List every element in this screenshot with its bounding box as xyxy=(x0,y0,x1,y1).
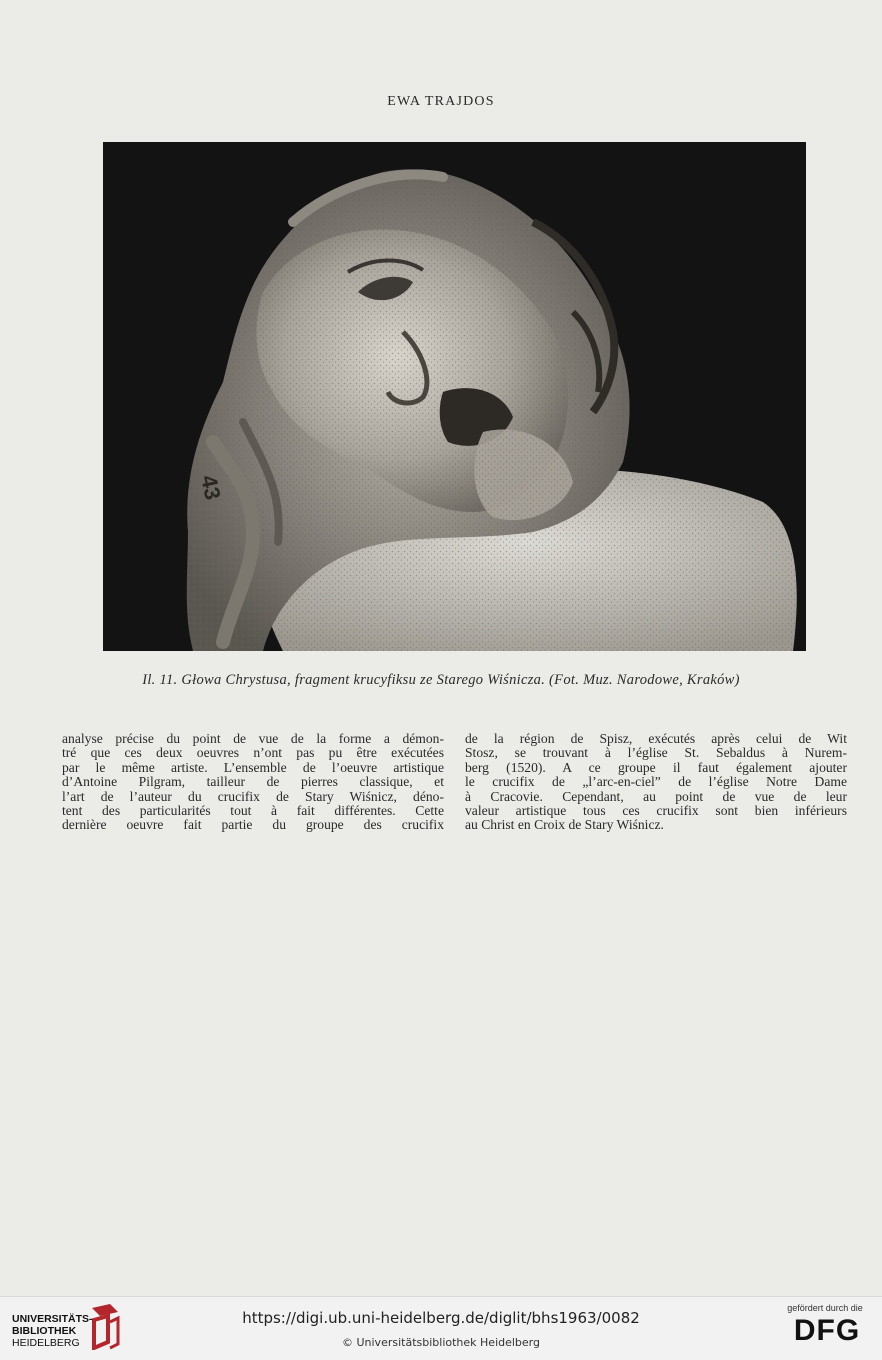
text-line: tré que ces deux oeuvres n’ont pas pu être exécutées xyxy=(62,745,444,761)
text-line: analyse précise du point de vue de la forme a démon- xyxy=(62,731,444,746)
library-name-line3: HEIDELBERG xyxy=(12,1337,80,1349)
text-line: de la région de Spisz, exécutés après celui de Wit xyxy=(465,731,847,746)
viewer-footer xyxy=(0,1296,882,1360)
text-line: Stosz, se trouvant à l’église St. Sebaldus à Nurem- xyxy=(465,745,847,761)
text-line: à Cracovie. Cependant, au point de vue de leur xyxy=(465,788,847,804)
text-column-right xyxy=(465,732,847,833)
text-line: d’Antoine Pilgram, tailleur de pierres classique, et xyxy=(62,774,444,790)
text-line: berg (1520). A ce groupe il faut également ajouter xyxy=(465,759,847,775)
library-name-line2: BIBLIOTHEK xyxy=(12,1325,77,1337)
text-line: valeur artistique tous ces crucifix sont bien inférieurs xyxy=(465,803,847,819)
text-line: au Christ en Croix de Stary Wiśnicz. xyxy=(465,817,664,833)
permalink-url[interactable]: https://digi.ub.uni-heidelberg.de/diglit/bhs1963/0082 xyxy=(242,1309,640,1327)
inventory-number: 43 xyxy=(196,472,226,502)
funding-label: gefördert durch die xyxy=(787,1303,863,1313)
dfg-logo: DFG xyxy=(793,1314,861,1347)
text-line: l’art de l’auteur du crucifix de Stary Wiśnicz, déno- xyxy=(62,788,444,804)
figure-caption: Il. 11. Głowa Chrystusa, fragment krucyfiksu ze Starego Wiśnicza. (Fot. Muz. Narodowe, Kraków) xyxy=(142,672,740,688)
text-line: le crucifix de „l’arc-en-ciel” de l’église Notre Dame xyxy=(465,774,847,790)
copyright-notice: © Universitätsbibliothek Heidelberg xyxy=(341,1336,540,1349)
text-line: dernière oeuvre fait partie du groupe des crucifix xyxy=(62,817,444,833)
sculpture-photo xyxy=(103,142,806,651)
christ-head-illustration xyxy=(103,142,806,651)
text-line: tent des particularités tout à fait différentes. Cette xyxy=(62,803,444,819)
library-name-line1: UNIVERSITÄTS- xyxy=(12,1313,93,1325)
running-head: EWA TRAJDOS xyxy=(387,94,495,109)
text-line: par le même artiste. L’ensemble de l’oeuvre artistique xyxy=(62,759,444,775)
text-column-left xyxy=(62,732,444,833)
